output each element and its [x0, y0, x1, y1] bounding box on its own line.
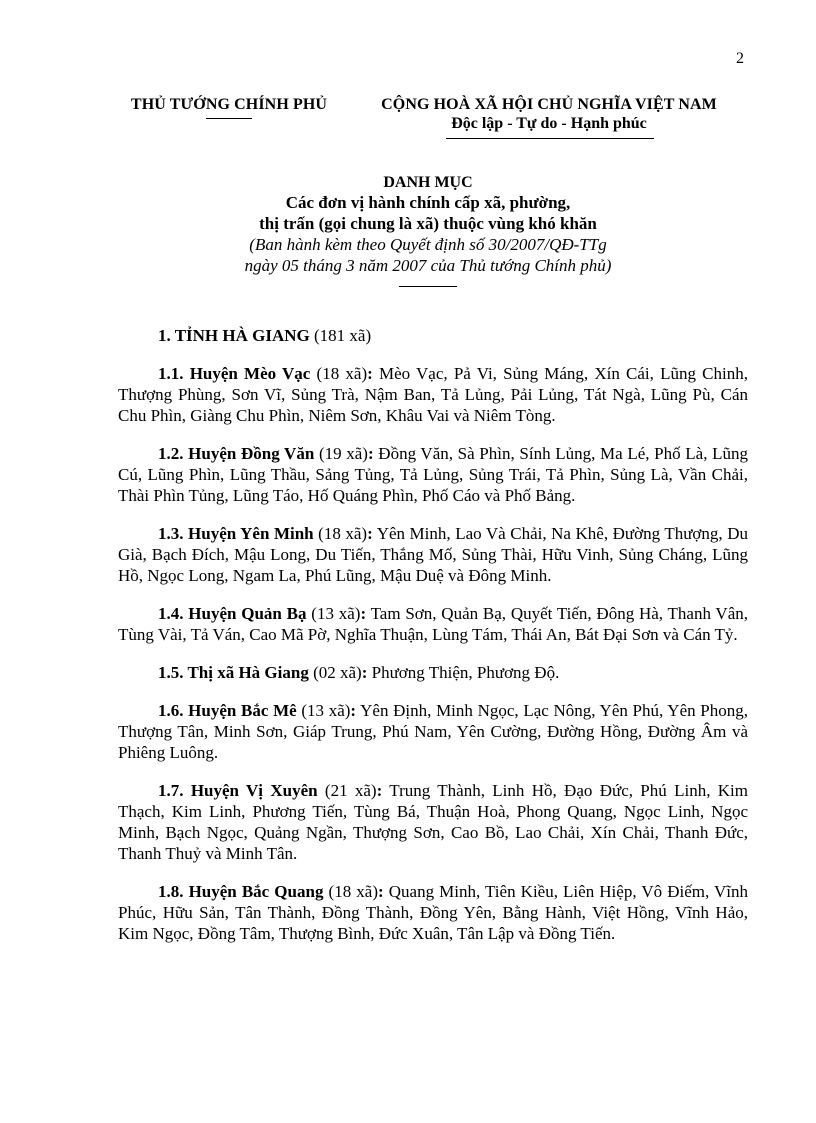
document-title — [118, 174, 738, 287]
district-communes: Tam Sơn, Quản Bạ, Quyết Tiến, Đông Hà, Thanh Vân, Tùng Vài, Tả Ván, Cao Mã Pờ, Nghĩa Thuận, Lùng Tám, Thái An, Bát Đại Sơn và Cán Tỷ. — [118, 604, 749, 644]
district-count: (18 xã) — [313, 524, 368, 543]
district-name: 1.3. Huyện Yên Minh — [158, 524, 314, 543]
district-communes: Quang Minh, Tiên Kiều, Liên Hiệp, Vô Điếm, Vĩnh Phúc, Hữu Sản, Tân Thành, Đồng Thành, Đồng Yên, Bằng Hành, Việt Hồng, Vĩnh Hảo, Kim Ngọc, Đồng Tâm, Thượng Bình, Đức Xuân, Tân Lập và Đồng Tiến. — [118, 882, 748, 943]
district-entry — [118, 700, 748, 763]
district-communes: Yên Minh, Lao Và Chải, Na Khê, Đường Thượng, Du Già, Bạch Đích, Mậu Long, Du Tiến, Thắng Mố, Sủng Thài, Hữu Vinh, Sủng Cháng, Lũng Hồ, Ngọc Long, Ngam La, Phú Lũng, Mậu Duệ và Đông Minh. — [118, 524, 748, 585]
district-count: (19 xã) — [314, 444, 368, 463]
district-name: 1.4. Huyện Quản Bạ — [158, 604, 307, 623]
district-communes: Trung Thành, Linh Hồ, Đạo Đức, Phú Linh, Kim Thạch, Kim Linh, Phương Tiến, Tùng Bá, Thuận Hoà, Phong Quang, Ngọc Linh, Ngọc Minh, Bạch Ngọc, Quảng Ngần, Thượng Sơn, Cao Bồ, Lao Chải, Xín Chải, Thanh Đức, Thanh Thuỷ và Minh Tân. — [118, 781, 748, 863]
document-body — [118, 326, 748, 961]
issuer-underline — [206, 118, 252, 119]
district-entry — [118, 780, 748, 864]
title-line-2: thị trấn (gọi chung là xã) thuộc vùng khó khăn — [259, 214, 597, 233]
title-line-1: Các đơn vị hành chính cấp xã, phường, — [285, 193, 571, 212]
motto-underline — [446, 138, 654, 139]
title-note-2: ngày 05 tháng 3 năm 2007 của Thủ tướng Chính phủ) — [244, 256, 612, 275]
district-entry — [118, 363, 748, 426]
country-name: CỘNG HOÀ XÃ HỘI CHỦ NGHĨA VIỆT NAM — [381, 96, 717, 113]
district-count: (13 xã) — [306, 604, 361, 623]
district-entry — [118, 881, 748, 944]
title-note-1: (Ban hành kèm theo Quyết định số 30/2007/QĐ-TTg — [249, 235, 607, 254]
district-communes: Mèo Vạc, Pả Vi, Sủng Máng, Xín Cái, Lũng Chinh, Thượng Phùng, Sơn Vĩ, Sủng Trà, Nậm Ban, Tả Lủng, Pải Lủng, Tát Ngà, Lũng Pù, Cán Chu Phìn, Giàng Chu Phìn, Niêm Sơn, Khâu Vai và Niêm Tòng. — [118, 364, 748, 425]
district-name: 1.8. Huyện Bắc Quang — [158, 882, 324, 901]
district-name: 1.5. Thị xã Hà Giang — [158, 663, 309, 682]
district-colon: : — [367, 444, 374, 463]
district-count: (02 xã) — [308, 663, 362, 682]
title-divider — [399, 286, 457, 287]
section-heading — [118, 326, 748, 346]
national-motto: Độc lập - Tự do - Hạnh phúc — [451, 115, 647, 132]
district-name: 1.6. Huyện Bắc Mê — [158, 701, 297, 720]
title-main: DANH MỤC — [383, 174, 473, 191]
district-colon: : — [367, 524, 373, 543]
district-entry — [118, 662, 748, 683]
district-entry — [118, 603, 748, 645]
district-name: 1.1. Huyện Mèo Vạc — [158, 364, 311, 383]
district-colon: : — [378, 882, 384, 901]
district-colon: : — [376, 781, 383, 800]
district-communes: Đồng Văn, Sà Phìn, Sính Lủng, Ma Lé, Phố Là, Lũng Cú, Lũng Phìn, Lũng Thầu, Sảng Tủng, Tả Lủng, Sủng Trái, Tả Phìn, Sủng Là, Vần Chải, Thài Phìn Tủng, Lũng Táo, Hố Quáng Phìn, Phố Cáo và Phố Bảng. — [118, 444, 748, 505]
district-name: 1.7. Huyện Vị Xuyên — [158, 781, 318, 800]
district-communes: Yên Định, Minh Ngọc, Lạc Nông, Yên Phú, Yên Phong, Thượng Tân, Minh Sơn, Giáp Trung, Phú Nam, Yên Cường, Đường Hồng, Đường Âm và Phiêng Luông. — [118, 701, 749, 762]
district-colon: : — [361, 663, 368, 682]
section-name: 1. TỈNH HÀ GIANG — [158, 326, 310, 345]
district-name: 1.2. Huyện Đồng Văn — [158, 444, 315, 463]
district-count: (13 xã) — [296, 701, 351, 720]
district-count: (21 xã) — [317, 781, 377, 800]
district-communes: Phương Thiện, Phương Độ. — [367, 663, 560, 682]
district-count: (18 xã) — [323, 882, 378, 901]
issuer-name: THỦ TƯỚNG CHÍNH PHỦ — [130, 96, 328, 113]
issuer-header — [118, 96, 340, 119]
district-count: (18 xã) — [310, 364, 368, 383]
district-colon: : — [360, 604, 367, 623]
district-colon: : — [367, 364, 373, 383]
national-header — [360, 96, 738, 139]
district-colon: : — [350, 701, 357, 720]
section-count: (181 xã) — [309, 326, 372, 345]
page-number: 2 — [736, 50, 744, 67]
district-entry — [118, 443, 748, 506]
district-entry — [118, 523, 748, 586]
